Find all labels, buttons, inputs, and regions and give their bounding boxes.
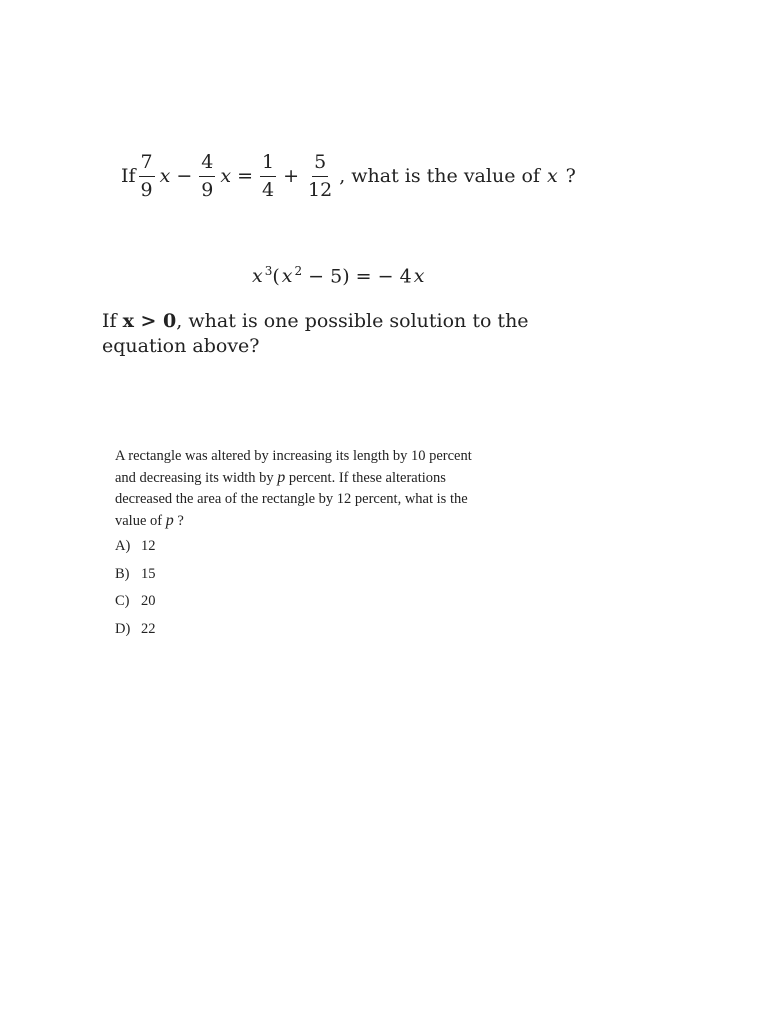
variable-x: x <box>281 265 293 288</box>
choice-a[interactable] <box>115 538 156 566</box>
fraction-5-12 <box>306 150 334 201</box>
question-3-text <box>115 446 475 532</box>
fraction-denominator: 9 <box>201 178 214 201</box>
choice-value: 12 <box>141 538 156 554</box>
minus-sign: − <box>176 165 193 187</box>
fraction-numerator: 1 <box>260 153 276 177</box>
plus-sign: + <box>283 165 300 187</box>
choice-b[interactable] <box>115 566 156 594</box>
fraction-4-9 <box>199 150 215 201</box>
variable-p: p <box>277 469 286 486</box>
question-1 <box>121 146 576 206</box>
fraction-numerator: 7 <box>139 153 155 177</box>
fraction-7-9 <box>139 150 155 201</box>
exponent-3: 3 <box>264 264 273 278</box>
q3-part1: A rectangle was altered by increasing its length by 10 percent and decreasing its width by <box>115 448 472 486</box>
variable-x: x <box>252 265 263 288</box>
choice-letter: A) <box>115 538 131 554</box>
fraction-numerator: 5 <box>312 153 328 177</box>
variable-p: p <box>165 512 174 529</box>
choice-value: 15 <box>141 565 156 582</box>
choice-d[interactable] <box>115 621 156 649</box>
paren-open: ( <box>272 265 280 288</box>
equation-middle: − 5) = − 4 <box>302 265 412 288</box>
choice-letter: B) <box>115 565 130 582</box>
q3-part3: ? <box>173 513 184 529</box>
q1-question-mark: ? <box>565 165 576 187</box>
fraction-denominator: 12 <box>308 178 333 201</box>
fraction-denominator: 4 <box>262 178 275 201</box>
fraction-numerator: 4 <box>199 153 215 177</box>
answer-choices <box>115 538 156 648</box>
variable-x: x <box>413 265 425 288</box>
q1-tail-text: , what is the value of <box>339 165 540 187</box>
q2-rest: , what is one possible solution to the equation above? <box>102 310 529 357</box>
q2-if: If <box>102 310 123 332</box>
question-2-text <box>102 309 562 359</box>
q3-part2: percent. If these alterations decreased the area of the rectangle by 12 percent, what is the value of <box>115 470 468 529</box>
choice-letter: D) <box>115 620 131 637</box>
q2-condition: x > 0 <box>122 310 177 332</box>
exponent-2: 2 <box>294 264 303 278</box>
fraction-1-4 <box>260 150 276 201</box>
question-2-equation <box>250 264 426 287</box>
q1-if: If <box>121 165 136 187</box>
fraction-denominator: 9 <box>140 178 153 201</box>
equals-sign: = <box>237 165 254 187</box>
choice-letter: C) <box>115 593 130 609</box>
variable-x: x <box>546 165 558 187</box>
choice-c[interactable] <box>115 593 156 621</box>
variable-x: x <box>220 165 232 187</box>
choice-value: 20 <box>141 593 156 609</box>
variable-x: x <box>159 165 171 187</box>
choice-value: 22 <box>141 620 156 637</box>
